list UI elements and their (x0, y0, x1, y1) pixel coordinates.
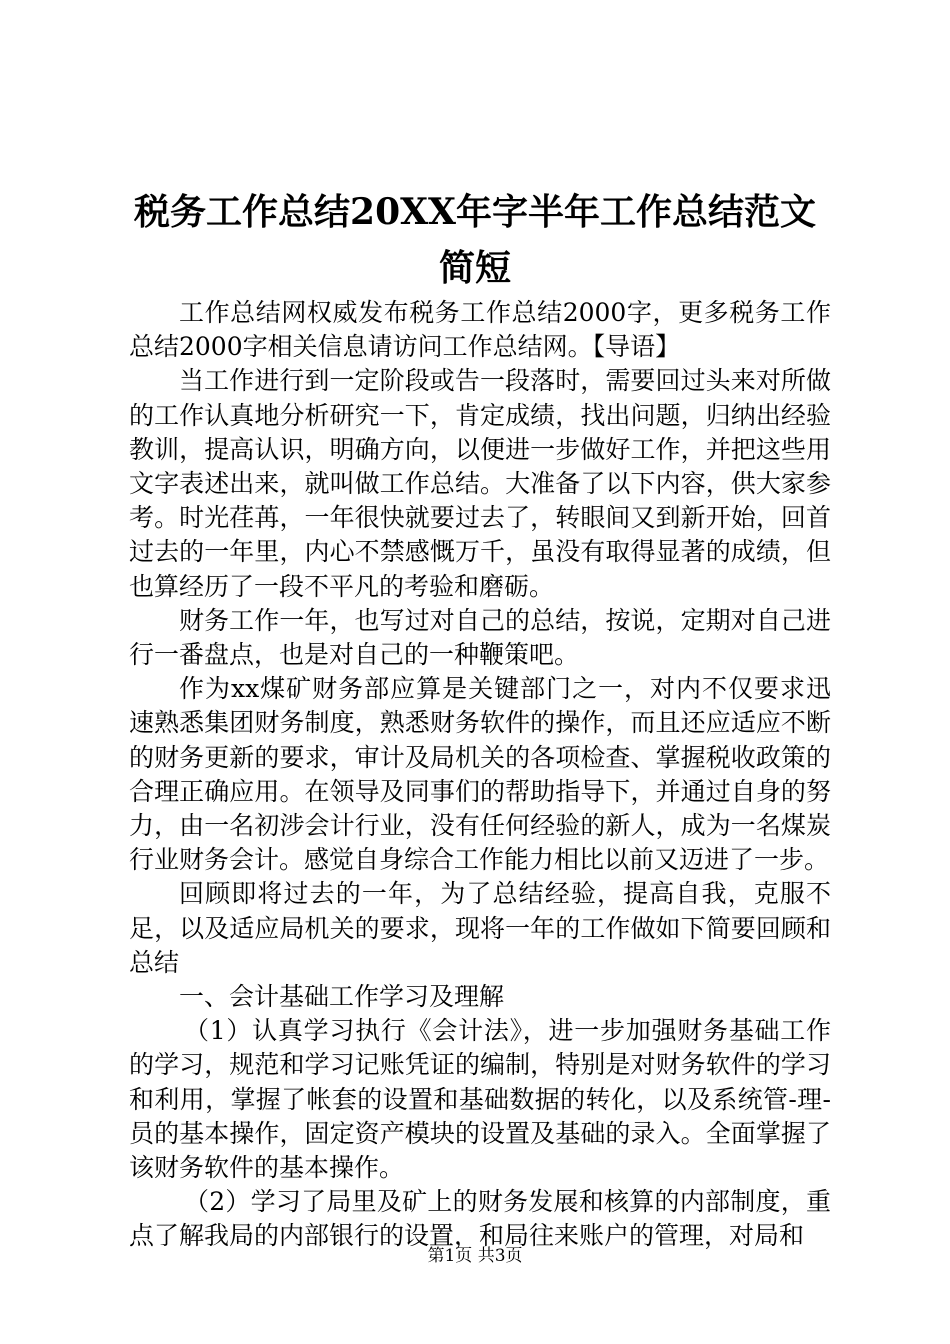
document-title: 税务工作总结20XX年字半年工作总结范文简短 (134, 191, 816, 289)
paragraph-item-2: （2）学习了局里及矿上的财务发展和核算的内部制度，重点了解我局的内部银行的设置，和局往来账户的管理，对局和 (129, 1187, 831, 1251)
paragraph-department-role: 作为xx煤矿财务部应算是关键部门之一，对内不仅要求迅速熟悉集团财务制度，熟悉财务软件的操作，而且还应适应不断的财务更新的要求，审计及局机关的各项检查、掌握税收政策的合理正确应用。在领导及同事们的帮助指导下，并通过自身的努力，由一名初涉会计行业，没有任何经验的新人，成为一名煤炭行业财务会计。感觉自身综合工作能力相比以前又迈进了一步。 (129, 674, 831, 875)
page-number-footer: 第1页 共3页 (427, 1246, 523, 1266)
paragraph-finance-year: 财务工作一年，也写过对自己的总结，按说，定期对自己进行一番盘点，也是对自己的一种鞭策吧。 (129, 605, 831, 670)
document-body (129, 296, 831, 1254)
paragraph-review: 回顾即将过去的一年，为了总结经验，提高自我，克服不足，以及适应局机关的要求，现将一年的工作做如下简要回顾和总结 (129, 879, 831, 977)
section-heading-accounting-basics: 一、会计基础工作学习及理解 (179, 982, 505, 1012)
paragraph-item-1: （1）认真学习执行《会计法》，进一步加强财务基础工作的学习，规范和学习记账凭证的编制，特别是对财务软件的学习和利用，掌握了帐套的设置和基础数据的转化，以及系统管-理-员的基本操作，固定资产模块的设置及基础的录入。全面掌握了该财务软件的基本操作。 (129, 1016, 831, 1183)
paragraph-foreword: 当工作进行到一定阶段或告一段落时，需要回过头来对所做的工作认真地分析研究一下，肯定成绩，找出问题，归纳出经验教训，提高认识，明确方向，以便进一步做好工作，并把这些用文字表述出来，就叫做工作总结。大准备了以下内容，供大家参考。时光荏苒，一年很快就要过去了，转眼间又到新开始，回首过去的一年里，内心不禁感慨万千，虽没有取得显著的成绩，但也算经历了一段不平凡的考验和磨砺。 (129, 366, 831, 601)
paragraph-intro: 工作总结网权威发布税务工作总结2000字，更多税务工作总结2000字相关信息请访问工作总结网。【导语】 (129, 298, 831, 362)
